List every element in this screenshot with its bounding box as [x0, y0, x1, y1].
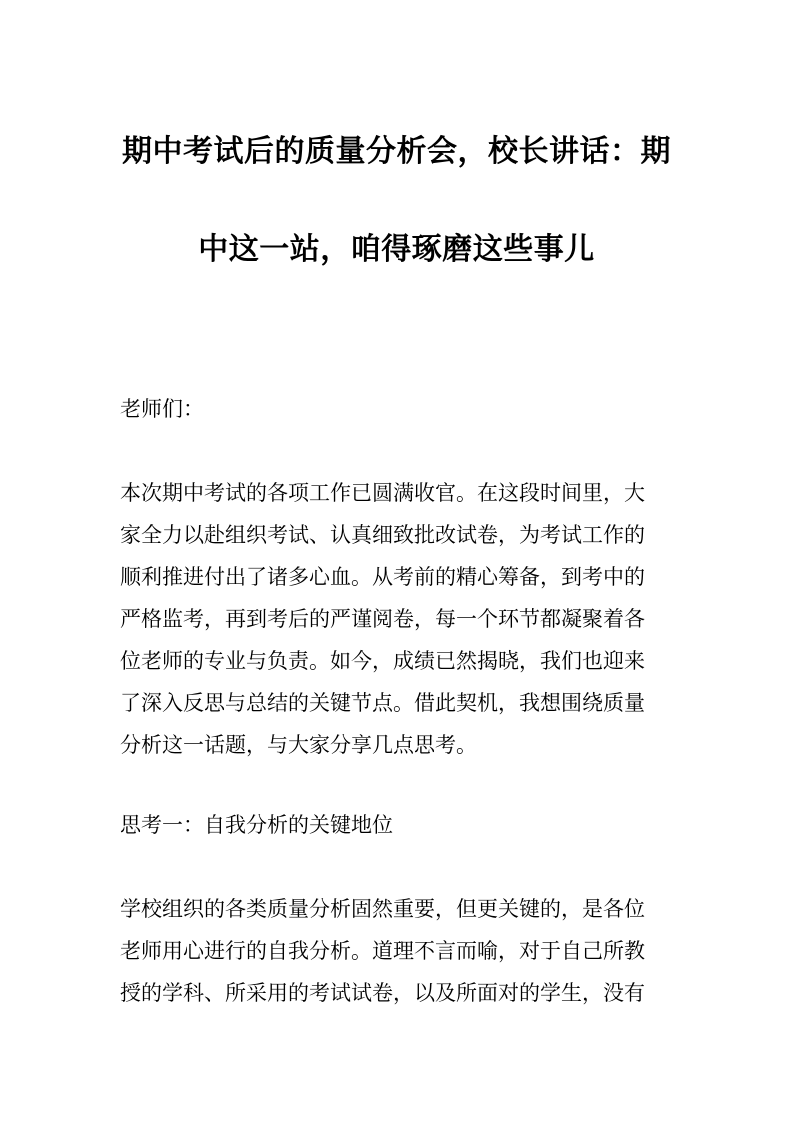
paragraph-2-line: 老师用心进行的自我分析。道理不言而喻，对于自己所教: [120, 939, 645, 963]
paragraph-1: [120, 472, 676, 766]
paragraph-1-line: 位老师的专业与负责。如今，成绩已然揭晓，我们也迎来: [120, 649, 645, 673]
paragraph-1-line: 家全力以赴组织考试、认真细致批改试卷，为考试工作的: [120, 523, 645, 547]
title-line-2: 中这一站，咱得琢磨这些事儿: [198, 232, 595, 267]
paragraph-1-line: 分析这一话题，与大家分享几点思考。: [120, 733, 477, 757]
paragraph-2-line: 学校组织的各类质量分析固然重要，但更关键的，是各位: [120, 897, 645, 921]
section-heading-1: 思考一：自我分析的关键地位: [120, 813, 393, 837]
paragraph-1-line: 本次期中考试的各项工作已圆满收官。在这段时间里，大: [120, 481, 645, 505]
greeting: 老师们：: [120, 397, 204, 421]
title-line-1: 期中考试后的质量分析会，校长讲话：期: [122, 134, 671, 169]
paragraph-1-line: 了深入反思与总结的关键节点。借此契机，我想围绕质量: [120, 691, 645, 715]
paragraph-2: [120, 888, 676, 1014]
paragraph-1-line: 顺利推进付出了诸多心血。从考前的精心筹备，到考中的: [120, 565, 645, 589]
paragraph-2-line: 授的学科、所采用的考试试卷，以及所面对的学生，没有: [120, 981, 645, 1005]
paragraph-1-line: 严格监考，再到考后的严谨阅卷，每一个环节都凝聚着各: [120, 607, 645, 631]
